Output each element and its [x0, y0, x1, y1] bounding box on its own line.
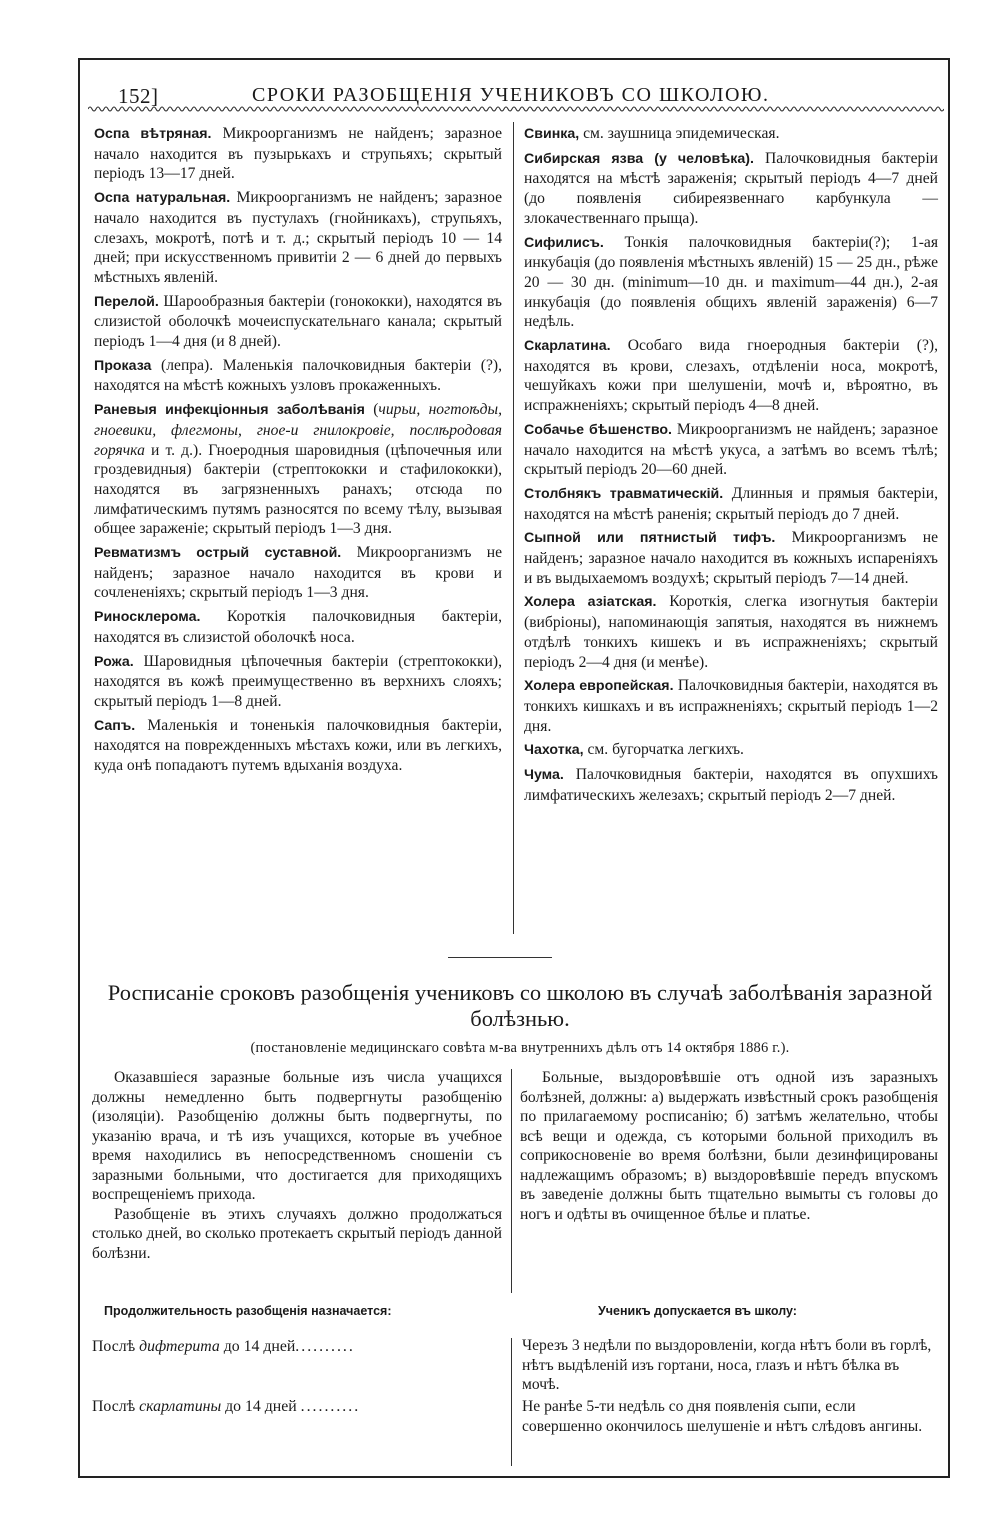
entry-text: Палочковидныя бактеріи, находятся въ опухшихъ лимфатическихъ железахъ; скрытый періодъ 2—7 дней. — [524, 766, 938, 804]
entry-rinoskleroma — [94, 607, 502, 647]
entry-term: Сапъ. — [94, 717, 136, 734]
entry-text: Тонкія палочковидныя бактеріи(?); 1-ая инкубація (до появленія мѣстныхъ явленій) 15 — 25 дн., рѣже 20 — 30 дн. (minimum—10 дн. и maximum—44 дн.), 2-ая инкубація (до появленія общихъ явленій зараженія) 6—7 недѣль. — [524, 233, 938, 331]
row-suffix: до 14 дней — [221, 1398, 301, 1415]
entry-sibirskaya-yazva — [524, 149, 938, 229]
table-header-admission: Ученикъ допускается въ школу: — [598, 1304, 797, 1318]
entry-term: Холера европейская. — [524, 678, 674, 695]
entry-chahotka — [524, 740, 938, 761]
entry-text: и т. д.). Гноеродныя шаровидныя (цѣпочечныя или гроздевидныя) бактеріи (стрептококки и стафилококки), находятся въ загрязненныхъ ранахъ; отсюда по лимфатическимъ путямъ разносятся по всему тѣлу, вызывая общее зараженіе; скрытый періодъ 1—3 дня. — [94, 441, 502, 538]
entry-sifilis — [524, 233, 938, 333]
entry-term: Раневыя инфекціонныя заболѣванія — [94, 402, 365, 419]
entry-ospa-naturalnaya — [94, 188, 502, 288]
entry-ospa-vetryanaya — [94, 124, 502, 184]
entry-text: Шаровидныя цѣпочечныя бактеріи (стрептококки), находятся въ кожѣ преимущественно въ верхнихъ слояхъ; скрытый періодъ 1—8 дней. — [94, 652, 502, 710]
entry-term: Рожа. — [94, 653, 134, 670]
entry-chuma — [524, 765, 938, 805]
row-disease: скарлатины — [139, 1398, 222, 1415]
entry-term: Ревматизмъ острый суставной. — [94, 545, 342, 562]
row-dots: .......... — [295, 1338, 355, 1355]
entry-text: Палочковидныя бактеріи находятся на мѣстѣ зараженія; скрытый періодъ 4—7 дней (до появленія сибиреязвеннаго карбункула — злокачественнаго прыща). — [524, 149, 938, 227]
entry-text: Микроорганизмъ не найденъ; заразное начало находится въ кожныхъ испареніяхъ и въ выдыхаемомъ воздухѣ; скрытый періодъ 7—14 дней. — [524, 529, 938, 587]
entry-text: (лепра). Маленькія палочковидныя бактеріи (?), находятся на мѣстѣ кожныхъ узловъ прокаженныхъ. — [94, 356, 502, 395]
entry-text: Микроорганизмъ не найденъ; заразное начало находится на мѣстѣ укуса, а затѣмъ во всемъ тѣлѣ; скрытый періодъ 20—60 дней. — [524, 420, 938, 479]
entry-text: Особаго вида гноеродныя бактеріи (?), находятся въ крови, слезахъ, отдѣленіи носа, мокротѣ, чешуйкахъ кожи при шелушеніи, мочѣ и, вѣроятно, въ испражненіяхъ; скрытый періодъ 4—8 дней. — [524, 337, 938, 415]
row-dots: .......... — [300, 1398, 361, 1415]
entry-text: ( — [364, 401, 379, 419]
entry-italic-list: чирьи, ногтоѣды, гноевики, флегмоны, гное-и гнилокровіе, послѣродовая горячка — [94, 401, 502, 459]
entry-term: Риносклерома. — [94, 609, 201, 626]
entry-pereloy — [94, 292, 502, 352]
entry-text: Микроорганизмъ не найденъ; заразное начало находится въ пустулахъ (гнойникахъ), струпьяхъ, слезахъ, мокротѣ, потѣ и т. д.; скрытый періодъ 10 — 14 дней; при искусственномъ привитіи 2 — 6 дней до первыхъ мѣстныхъ явленій. — [94, 189, 502, 286]
page-title: СРОКИ РАЗОБЩЕНІЯ УЧЕНИКОВЪ СО ШКОЛОЮ. — [252, 84, 770, 106]
row-prefix: Послѣ — [92, 1398, 140, 1415]
paragraph: Разобщеніе въ этихъ случаяхъ должно продолжаться столько дней, во сколько протекаетъ скрытый періодъ данной болѣзни. — [92, 1205, 502, 1262]
entry-term: Чахотка, — [524, 742, 584, 759]
column-divider — [511, 1069, 512, 1293]
entry-skarlatina — [524, 336, 938, 416]
section-right-column — [520, 1068, 938, 1224]
entry-term: Сибирская язва (у человѣка). — [524, 150, 754, 167]
entry-term: Скарлатина. — [524, 338, 611, 355]
entry-term: Оспа натуральная. — [94, 190, 231, 207]
entry-text: Маленькія и тоненькія палочковидныя бактеріи, находятся на поврежденныхъ мѣстахъ кожи, или въ легкихъ, куда онѣ попадаютъ путемъ вдыханія воздуха. — [94, 716, 502, 775]
entry-text: см. бугорчатка легкихъ. — [583, 741, 744, 759]
entry-sypnoy-tif — [524, 528, 938, 588]
entry-term: Свинка, — [524, 126, 580, 142]
entry-svinka — [524, 124, 938, 145]
column-divider — [513, 122, 514, 934]
entry-term: Столбнякъ травматическій. — [524, 485, 724, 502]
entry-text: Микроорганизмъ не найденъ; заразное начало находится въ крови и сочлененіяхъ; скрытый періодъ 1—3 дня. — [94, 544, 502, 602]
entry-text: Шарообразныя бактеріи (гонококки), находятся въ слизистой оболочкѣ мочеиспускательнаго канала; скрытый періодъ 1—4 дня (и 8 дней). — [94, 292, 502, 351]
table-header-duration: Продолжительность разобщенія назначается: — [104, 1304, 392, 1318]
entry-term: Сифилисъ. — [524, 234, 604, 251]
paragraph: Больные, выздоровѣвшіе отъ одной изъ заразныхъ болѣзней, должны: а) выдержать извѣстный срокъ разобщенія по прилагаемому росписанію; б) затѣмъ желательно, чтобы всѣ вещи и одежда, съ которыми больной приходилъ въ соприкосновеніе во время болѣзни, были дезинфицированы надлежащимъ образомъ; в) выздоровѣвшіе передъ впускомъ въ заведеніе должны быть тщательно вымыты съ головы до ногъ и одѣты въ очищенное бѣлье и платье. — [520, 1069, 938, 1223]
left-column — [94, 124, 502, 780]
entry-term: Чума. — [524, 767, 564, 784]
entry-term: Собачье бѣшенство. — [524, 421, 672, 438]
row-disease: дифтерита — [139, 1338, 220, 1355]
page-number: 152] — [118, 84, 159, 108]
entry-text: Короткія, слегка изогнутыя бактеріи (вибріоны), напоминающія запятыя, находятся въ нижнемъ отдѣлѣ тонкихъ кишекъ и въ испражненіяхъ; скрытый періодъ 2—4 дня (и менѣе). — [524, 593, 938, 671]
section-separator — [448, 957, 552, 958]
entry-text: Палочковидныя бактеріи, находятся въ тонкихъ кишкахъ и въ испражненіяхъ; скрытый періодъ 1—2 дня. — [524, 677, 938, 735]
entry-term: Холера азіатская. — [524, 594, 657, 611]
row-prefix: Послѣ — [92, 1338, 140, 1355]
paragraph: Оказавшіеся заразные больные изъ числа учащихся должны немедленно быть подвергнуты разобщенію (изоляціи). Разобщенію должны быть подвергнуты, по указанію врача, и тѣ изъ учащихся, которые въ учебное время находились въ непосредственномъ сношеніи съ заразными больными, что достигается для приходящихъ воспрещеніемъ прихода. — [92, 1069, 502, 1203]
entry-holera-evropeyskaya — [524, 676, 938, 736]
row-suffix: до 14 дней — [219, 1338, 296, 1355]
entry-prokaza — [94, 356, 502, 396]
entry-text: Короткія палочковидныя бактеріи, находятся въ слизистой оболочкѣ носа. — [94, 608, 502, 646]
section-title: Росписаніе сроковъ разобщенія учениковъ со школою въ случаѣ заболѣванія заразной болѣзнью. — [107, 980, 933, 1031]
entry-ranevye — [94, 400, 502, 539]
table-row-duration — [92, 1398, 502, 1416]
right-column — [524, 124, 938, 810]
table-row-admission: Черезъ 3 недѣли по выздоровленіи, когда нѣтъ боли въ горлѣ, нѣтъ выдѣленій изъ гортани, носа, глазъ и нѣтъ бѣлка въ мочѣ. — [522, 1337, 932, 1393]
entry-term: Сыпной или пятнистый тифъ. — [524, 530, 776, 547]
entry-text: см. заушница эпидемическая. — [579, 125, 780, 142]
wavy-rule — [88, 105, 944, 113]
table-row-duration — [92, 1338, 502, 1356]
entry-holera-aziatskaya — [524, 592, 938, 672]
entry-text: Длинныя и прямыя бактеріи, находятся на мѣстѣ раненія; скрытый періодъ до 7 дней. — [524, 484, 938, 523]
entry-stolbnyak — [524, 484, 938, 524]
entry-term: Перелой. — [94, 293, 159, 310]
entry-term: Проказа — [94, 357, 152, 374]
section-left-column — [92, 1068, 502, 1263]
entry-revmatizm — [94, 543, 502, 603]
entry-sobache-beshenstvo — [524, 420, 938, 480]
entry-sap — [94, 716, 502, 776]
entry-rozha — [94, 652, 502, 712]
entry-term: Оспа вѣтряная. — [94, 126, 212, 142]
entry-text: Микроорганизмъ не найденъ; заразное начало находится въ пузырькахъ и струпьяхъ; скрытый періодъ 13—17 дней. — [94, 125, 502, 183]
table-row-admission: Не ранѣе 5-ти недѣль со дня появленія сыпи, если совершенно окончилось шелушеніе и нѣтъ слѣдовъ ангины. — [522, 1398, 923, 1435]
section-subtitle: (постановленіе медицинскаго совѣта м-ва внутреннихъ дѣлъ отъ 14 октября 1886 г.). — [250, 1040, 790, 1056]
column-divider — [511, 1338, 512, 1466]
